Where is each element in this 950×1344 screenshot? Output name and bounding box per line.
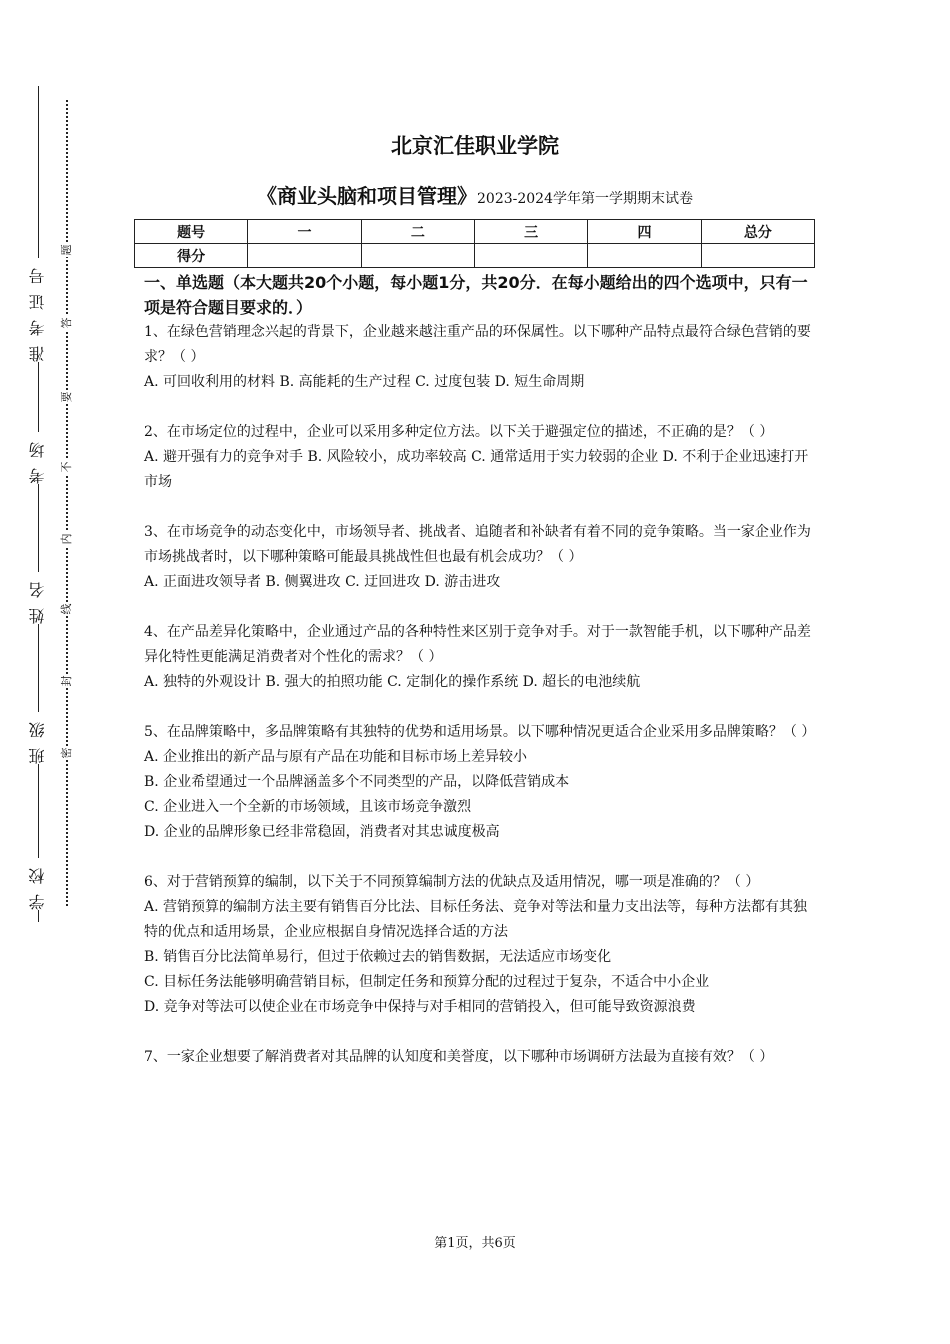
question-stem: 2、在市场定位的过程中，企业可以采用多种定位方法。以下关于避强定位的描述，不正确的是？（ ）	[144, 424, 774, 440]
question-3	[144, 520, 812, 595]
margin-label-exam-room: 考场	[24, 432, 52, 484]
score-table-cell: 题号	[135, 220, 248, 244]
question-stem: 6、对于营销预算的编制，以下关于不同预算编制方法的优缺点及适用情况，哪一项是准确的？（ ）	[144, 874, 760, 890]
score-entry-cell	[474, 244, 587, 268]
score-entry-cell	[248, 244, 361, 268]
score-table-header-row	[135, 220, 815, 244]
score-table-cell: 得分	[135, 244, 248, 268]
seal-dotted-line	[66, 100, 68, 906]
score-table	[134, 219, 815, 268]
score-table-cell: 一	[248, 220, 361, 244]
question-7	[144, 1045, 812, 1070]
seal-char: 内	[60, 533, 73, 545]
seal-char: 线	[60, 603, 73, 615]
question-stem: 7、一家企业想要了解消费者对其品牌的认知度和美誉度，以下哪种市场调研方法最为直接有效？（ ）	[144, 1049, 774, 1065]
score-entry-cell	[361, 244, 474, 268]
school-name: 北京汇佳职业学院	[391, 134, 559, 158]
score-table-cell: 二	[361, 220, 474, 244]
section-heading: 一、单选题（本大题共20个小题，每小题1分，共20分．在每小题给出的四个选项中，只有一项是符合题目要求的．）	[144, 273, 808, 317]
seal-char: 答	[60, 317, 73, 329]
course-name: 《商业头脑和项目管理》	[257, 184, 477, 208]
question-list	[144, 270, 816, 1070]
exam-title	[0, 180, 950, 209]
score-table-cell: 总分	[701, 220, 814, 244]
question-stem: 5、在品牌策略中，多品牌策略有其独特的优势和适用场景。以下哪种情况更适合企业采用多品牌策略？（ ）	[144, 724, 816, 740]
score-table-cell: 四	[588, 220, 701, 244]
score-table-score-row	[135, 244, 815, 268]
question-options: A. 正面进攻领导者 B. 侧翼进攻 C. 迂回进攻 D. 游击进攻	[144, 574, 501, 590]
question-option-a: A. 企业推出的新产品与原有产品在功能和目标市场上差异较小	[144, 749, 528, 765]
margin-label-school: 学校	[24, 858, 52, 910]
binding-line	[38, 86, 39, 922]
question-option-c: C. 目标任务法能够明确营销目标，但制定任务和预算分配的过程过于复杂，不适合中小企业	[144, 974, 710, 990]
question-option-b: B. 企业希望通过一个品牌涵盖多个不同类型的产品，以降低营销成本	[144, 774, 570, 790]
question-4	[144, 620, 812, 695]
question-6	[144, 870, 812, 1020]
question-5	[144, 720, 816, 845]
question-options: A. 独特的外观设计 B. 强大的拍照功能 C. 定制化的操作系统 D. 超长的电池续航	[144, 674, 641, 690]
exam-term: 2023-2024学年第一学期期末试卷	[477, 191, 693, 207]
question-2	[144, 420, 812, 495]
question-stem: 1、在绿色营销理念兴起的背景下，企业越来越注重产品的环保属性。以下哪种产品特点最符合绿色营销的要求？（ ）	[144, 324, 811, 365]
seal-char: 密	[60, 747, 73, 759]
question-1	[144, 320, 812, 395]
margin-label-ticket-number: 准考证号	[24, 258, 52, 362]
margin-label-name: 姓名	[24, 572, 52, 624]
question-stem: 3、在市场竞争的动态变化中，市场领导者、挑战者、追随者和补缺者有着不同的竞争策略。当一家企业作为市场挑战者时，以下哪种策略可能最具挑战性但也最有机会成功？（ ）	[144, 524, 811, 565]
question-option-a: A. 营销预算的编制方法主要有销售百分比法、目标任务法、竞争对等法和量力支出法等，每种方法都有其独特的优点和适用场景，企业应根据自身情况选择合适的方法	[144, 899, 808, 940]
question-options: A. 避开强有力的竞争对手 B. 风险较小，成功率较高 C. 通常适用于实力较弱的企业 D. 不利于企业迅速打开市场	[144, 449, 809, 490]
question-option-d: D. 企业的品牌形象已经非常稳固，消费者对其忠诚度极高	[144, 824, 500, 840]
question-options: A. 可回收利用的材料 B. 高能耗的生产过程 C. 过度包装 D. 短生命周期	[144, 374, 585, 390]
seal-char: 封	[60, 675, 73, 687]
score-entry-cell	[588, 244, 701, 268]
seal-char: 题	[60, 244, 73, 256]
seal-char: 不	[60, 461, 73, 473]
page-footer: 第1页，共6页	[434, 1236, 516, 1251]
question-option-c: C. 企业进入一个全新的市场领域，且该市场竞争激烈	[144, 799, 472, 815]
seal-char: 要	[60, 391, 73, 403]
question-stem: 4、在产品差异化策略中，企业通过产品的各种特性来区别于竞争对手。对于一款智能手机，以下哪种产品差异化特性更能满足消费者对个性化的需求？（ ）	[144, 624, 811, 665]
score-entry-cell	[701, 244, 814, 268]
margin-label-class: 班级	[24, 712, 52, 764]
question-option-d: D. 竞争对等法可以使企业在市场竞争中保持与对手相同的营销投入，但可能导致资源浪费	[144, 999, 696, 1015]
question-option-b: B. 销售百分比法简单易行，但过于依赖过去的销售数据，无法适应市场变化	[144, 949, 612, 965]
score-table-cell: 三	[474, 220, 587, 244]
